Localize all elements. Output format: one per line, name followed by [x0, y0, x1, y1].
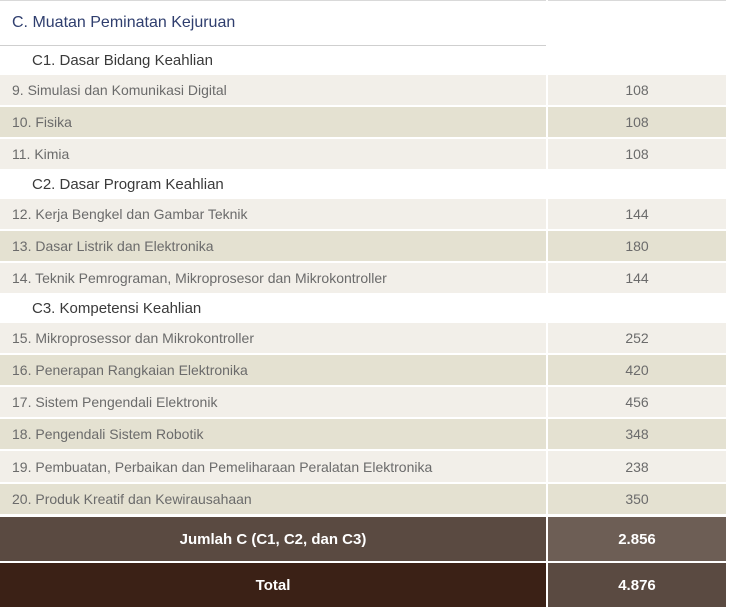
- subject-name: 20. Produk Kreatif dan Kewirausahaan: [0, 484, 546, 514]
- table-row: [0, 199, 726, 229]
- section-title: C. Muatan Peminatan Kejuruan: [0, 0, 546, 46]
- table-row: [0, 107, 726, 137]
- group-title: C3. Kompetensi Keahlian: [32, 300, 202, 317]
- subject-name: 17. Sistem Pengendali Elektronik: [0, 387, 546, 417]
- group-title: C1. Dasar Bidang Keahlian: [32, 52, 213, 69]
- group-title: C2. Dasar Program Keahlian: [32, 176, 224, 193]
- subject-hours: 420: [548, 355, 726, 385]
- subject-hours: 350: [548, 484, 726, 514]
- subject-hours: 238: [548, 451, 726, 482]
- subject-name: 9. Simulasi dan Komunikasi Digital: [0, 75, 546, 105]
- table-row: [0, 75, 726, 105]
- section-header-row: [0, 0, 726, 46]
- section-header-empty-cell: [548, 0, 726, 46]
- total-label: Total: [0, 563, 546, 607]
- table-row: [0, 231, 726, 261]
- subject-name: 19. Pembuatan, Perbaikan dan Pemeliharaan Peralatan Elektronika: [0, 451, 546, 482]
- table-row: [0, 451, 726, 482]
- table-row: [0, 484, 726, 514]
- group-row-c1: [0, 46, 726, 75]
- subject-name: 12. Kerja Bengkel dan Gambar Teknik: [0, 199, 546, 229]
- group-row-c3: [0, 294, 726, 323]
- subject-hours: 108: [548, 75, 726, 105]
- subject-hours: 456: [548, 387, 726, 417]
- subject-name: 11. Kimia: [0, 139, 546, 169]
- subtotal-value: 2.856: [548, 517, 726, 561]
- table-row: [0, 263, 726, 293]
- subject-name: 10. Fisika: [0, 107, 546, 137]
- subject-name: 15. Mikroprosessor dan Mikrokontroller: [0, 323, 546, 353]
- total-row: [0, 563, 726, 607]
- subject-hours: 180: [548, 231, 726, 261]
- subject-name: 14. Teknik Pemrograman, Mikroprosesor dan Mikrokontroller: [0, 263, 546, 293]
- subject-name: 13. Dasar Listrik dan Elektronika: [0, 231, 546, 261]
- table-row: [0, 323, 726, 353]
- subject-hours: 108: [548, 107, 726, 137]
- group-row-c2: [0, 170, 726, 199]
- subject-name: 16. Penerapan Rangkaian Elektronika: [0, 355, 546, 385]
- total-value: 4.876: [548, 563, 726, 607]
- subject-hours: 348: [548, 419, 726, 449]
- subtotal-row: [0, 517, 726, 561]
- subject-hours: 108: [548, 139, 726, 169]
- table-row: [0, 419, 726, 449]
- table-row: [0, 355, 726, 385]
- subject-hours: 144: [548, 263, 726, 293]
- subtotal-label: Jumlah C (C1, C2, dan C3): [0, 517, 546, 561]
- subject-name: 18. Pengendali Sistem Robotik: [0, 419, 546, 449]
- table-row: [0, 139, 726, 169]
- subject-hours: 144: [548, 199, 726, 229]
- subject-hours: 252: [548, 323, 726, 353]
- table-row: [0, 387, 726, 417]
